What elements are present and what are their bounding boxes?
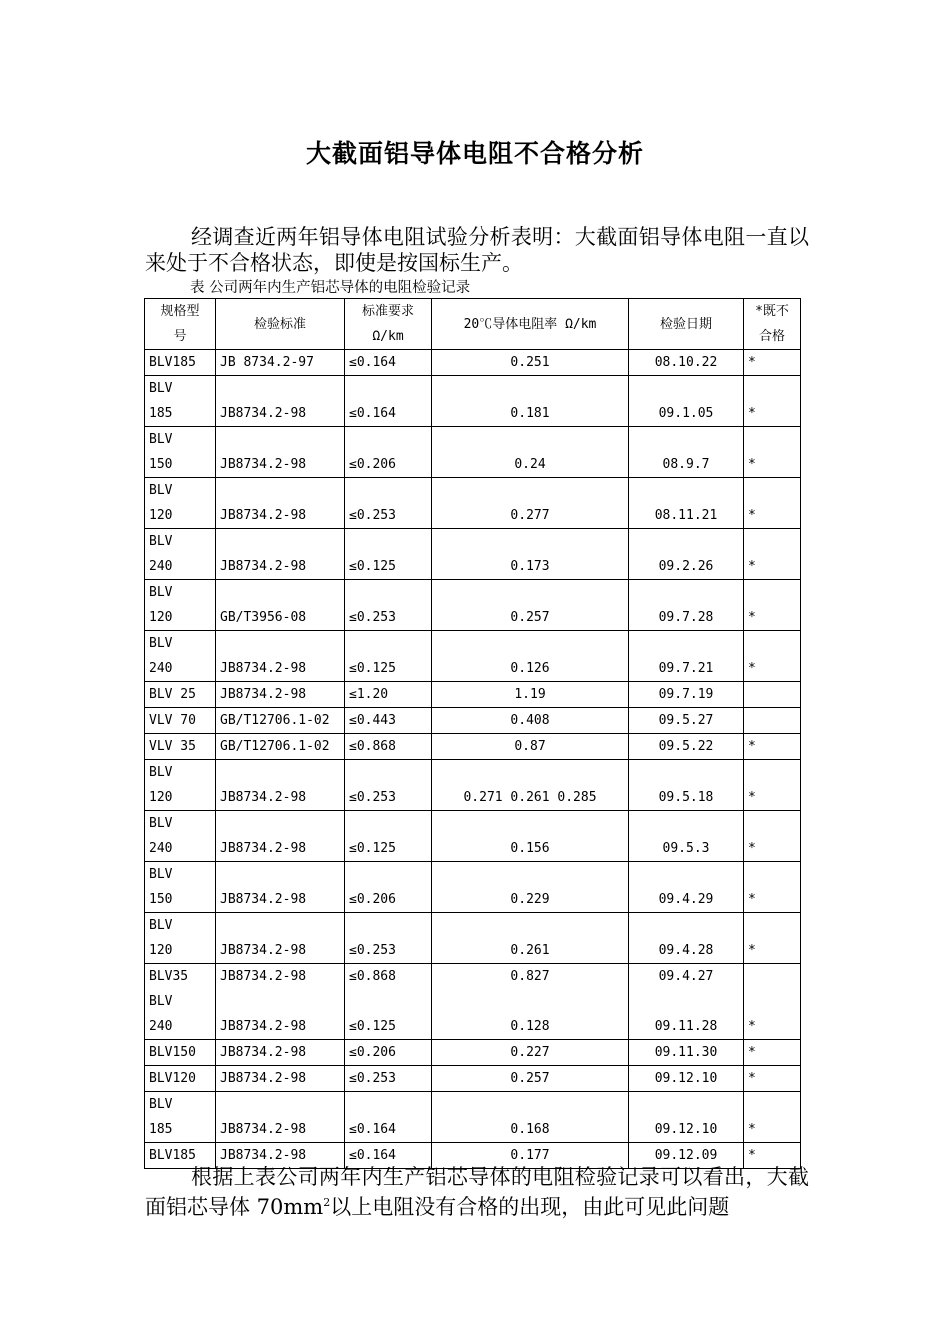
cell-resistivity: 0.177: [432, 1143, 629, 1169]
cell-standard: JB8734.2-98: [216, 427, 345, 478]
cell-requirement: ≤0.868 ≤0.125: [345, 964, 432, 1040]
header-resistivity: 20℃导体电阻率 Ω/km: [432, 299, 629, 350]
table-row: [145, 682, 801, 708]
cell-flag: *: [744, 1092, 801, 1143]
cell-requirement: ≤0.206: [345, 862, 432, 913]
cell-flag: *: [744, 350, 801, 376]
cell-date: 09.12.09: [629, 1143, 744, 1169]
cell-spec: BLV 120: [145, 760, 216, 811]
cell-spec: BLV185: [145, 1143, 216, 1169]
cell-spec: BLV 150: [145, 862, 216, 913]
cell-standard: JB8734.2-98: [216, 760, 345, 811]
cell-spec: BLV 240: [145, 631, 216, 682]
table-header-row: [145, 299, 801, 350]
table-row: [145, 427, 801, 478]
cell-spec: BLV 150: [145, 427, 216, 478]
cell-standard: JB8734.2-98: [216, 1092, 345, 1143]
cell-date: 09.4.28: [629, 913, 744, 964]
cell-spec: BLV120: [145, 1066, 216, 1092]
cell-flag: *: [744, 1040, 801, 1066]
table-row: [145, 631, 801, 682]
cell-date: 09.5.22: [629, 734, 744, 760]
table-caption: 表 公司两年内生产铝芯导体的电阻检验记录: [190, 280, 471, 296]
cell-spec: BLV35 BLV 240: [145, 964, 216, 1040]
cell-date: 09.5.3: [629, 811, 744, 862]
cell-date: 09.5.18: [629, 760, 744, 811]
table-row: [145, 760, 801, 811]
cell-requirement: ≤0.253: [345, 478, 432, 529]
cell-standard: JB8734.2-98: [216, 631, 345, 682]
table-row: [145, 811, 801, 862]
cell-spec: BLV 185: [145, 376, 216, 427]
table-row: [145, 1092, 801, 1143]
cell-requirement: ≤0.253: [345, 913, 432, 964]
cell-resistivity: 0.408: [432, 708, 629, 734]
cell-requirement: ≤0.253: [345, 1066, 432, 1092]
page-title: 大截面铝导体电阻不合格分析: [305, 139, 644, 168]
cell-standard: GB/T12706.1-02: [216, 708, 345, 734]
cell-flag: *: [744, 631, 801, 682]
cell-resistivity: 0.257: [432, 1066, 629, 1092]
conclusion-paragraph: 根据上表公司两年内生产铝芯导体的电阻检验记录可以看出，大截面铝芯导体 $70mm^2$以上电阻没有合格的出现，由此可见此问题: [145, 1165, 809, 1219]
cell-spec: BLV185: [145, 350, 216, 376]
cell-flag: *: [744, 376, 801, 427]
cell-resistivity: 0.271 0.261 0.285: [432, 760, 629, 811]
cell-flag: [744, 708, 801, 734]
cell-flag: [744, 682, 801, 708]
intro-paragraph: 经调查近两年铝导体电阻试验分析表明：大截面铝导体电阻一直以来处于不合格状态，即使是按国标生产。: [145, 225, 809, 275]
table-row: [145, 708, 801, 734]
cell-spec: BLV 120: [145, 478, 216, 529]
cell-flag: *: [744, 862, 801, 913]
cell-date: 08.10.22: [629, 350, 744, 376]
cell-requirement: ≤0.443: [345, 708, 432, 734]
cell-requirement: ≤0.125: [345, 631, 432, 682]
cell-requirement: ≤0.206: [345, 1040, 432, 1066]
cell-standard: JB8734.2-98: [216, 1143, 345, 1169]
cell-resistivity: 0.156: [432, 811, 629, 862]
cell-resistivity: 1.19: [432, 682, 629, 708]
cell-date: 09.5.27: [629, 708, 744, 734]
cell-resistivity: 0.827 0.128: [432, 964, 629, 1040]
cell-standard: JB8734.2-98 JB8734.2-98: [216, 964, 345, 1040]
cell-date: 08.11.21: [629, 478, 744, 529]
header-standard: 检验标准: [216, 299, 345, 350]
cell-standard: JB8734.2-98: [216, 1040, 345, 1066]
cell-requirement: ≤0.164: [345, 350, 432, 376]
cell-requirement: ≤0.164: [345, 1092, 432, 1143]
cell-resistivity: 0.87: [432, 734, 629, 760]
cell-flag: *: [744, 427, 801, 478]
table-row: [145, 580, 801, 631]
header-spec: 规格型 号: [145, 299, 216, 350]
cell-flag: *: [744, 478, 801, 529]
cell-flag: *: [744, 580, 801, 631]
cell-resistivity: 0.251: [432, 350, 629, 376]
cell-flag: *: [744, 913, 801, 964]
cell-flag: *: [744, 1143, 801, 1169]
superscript-two: 2: [323, 1196, 331, 1209]
cell-resistivity: 0.261: [432, 913, 629, 964]
cell-date: 09.11.30: [629, 1040, 744, 1066]
cell-resistivity: 0.181: [432, 376, 629, 427]
cell-spec: BLV 120: [145, 913, 216, 964]
cell-standard: JB8734.2-98: [216, 529, 345, 580]
cell-date: 09.12.10: [629, 1066, 744, 1092]
cell-date: 09.1.05: [629, 376, 744, 427]
cell-date: 09.7.28: [629, 580, 744, 631]
cell-requirement: ≤0.125: [345, 811, 432, 862]
cell-requirement: ≤0.868: [345, 734, 432, 760]
table-row: [145, 529, 801, 580]
table-row: [145, 734, 801, 760]
header-requirement: 标准要求 Ω/km: [345, 299, 432, 350]
cell-flag: *: [744, 811, 801, 862]
cell-resistivity: 0.227: [432, 1040, 629, 1066]
cell-resistivity: 0.126: [432, 631, 629, 682]
cell-standard: GB/T12706.1-02: [216, 734, 345, 760]
cell-resistivity: 0.173: [432, 529, 629, 580]
cell-resistivity: 0.24: [432, 427, 629, 478]
cell-spec: VLV 70: [145, 708, 216, 734]
cell-spec: BLV 240: [145, 529, 216, 580]
cell-standard: JB8734.2-98: [216, 862, 345, 913]
table-row: [145, 1066, 801, 1092]
cell-requirement: ≤0.206: [345, 427, 432, 478]
cell-date: 09.7.19: [629, 682, 744, 708]
cell-date: 08.9.7: [629, 427, 744, 478]
cell-standard: JB8734.2-98: [216, 811, 345, 862]
cell-date: 09.2.26: [629, 529, 744, 580]
header-flag: *既不 合格: [744, 299, 801, 350]
cell-requirement: ≤0.164: [345, 1143, 432, 1169]
cell-standard: GB/T3956-08: [216, 580, 345, 631]
resistance-record-table: [144, 298, 801, 1169]
cell-spec: BLV 185: [145, 1092, 216, 1143]
cell-resistivity: 0.277: [432, 478, 629, 529]
cell-spec: BLV 120: [145, 580, 216, 631]
cell-resistivity: 0.168: [432, 1092, 629, 1143]
cell-date: 09.4.27 09.11.28: [629, 964, 744, 1040]
cell-date: 09.7.21: [629, 631, 744, 682]
cell-standard: JB 8734.2-97: [216, 350, 345, 376]
cell-spec: BLV 240: [145, 811, 216, 862]
table-row: [145, 478, 801, 529]
cell-flag: *: [744, 734, 801, 760]
cell-date: 09.4.29: [629, 862, 744, 913]
cell-date: 09.12.10: [629, 1092, 744, 1143]
table-row: [145, 964, 801, 1040]
table-row: [145, 913, 801, 964]
cell-requirement: ≤0.125: [345, 529, 432, 580]
cell-requirement: ≤1.20: [345, 682, 432, 708]
cell-requirement: ≤0.253: [345, 760, 432, 811]
cell-resistivity: 0.257: [432, 580, 629, 631]
cell-standard: JB8734.2-98: [216, 913, 345, 964]
cell-resistivity: 0.229: [432, 862, 629, 913]
table-row: [145, 862, 801, 913]
table-row: [145, 1040, 801, 1066]
cell-flag: *: [744, 1066, 801, 1092]
cell-requirement: ≤0.253: [345, 580, 432, 631]
cell-flag: *: [744, 760, 801, 811]
cell-flag: *: [744, 529, 801, 580]
cell-standard: JB8734.2-98: [216, 376, 345, 427]
cell-standard: JB8734.2-98: [216, 1066, 345, 1092]
table-row: [145, 376, 801, 427]
cell-spec: BLV150: [145, 1040, 216, 1066]
cell-spec: VLV 35: [145, 734, 216, 760]
header-date: 检验日期: [629, 299, 744, 350]
cell-flag: *: [744, 964, 801, 1040]
cell-standard: JB8734.2-98: [216, 478, 345, 529]
cell-standard: JB8734.2-98: [216, 682, 345, 708]
table-row: [145, 350, 801, 376]
cell-spec: BLV 25: [145, 682, 216, 708]
cell-requirement: ≤0.164: [345, 376, 432, 427]
